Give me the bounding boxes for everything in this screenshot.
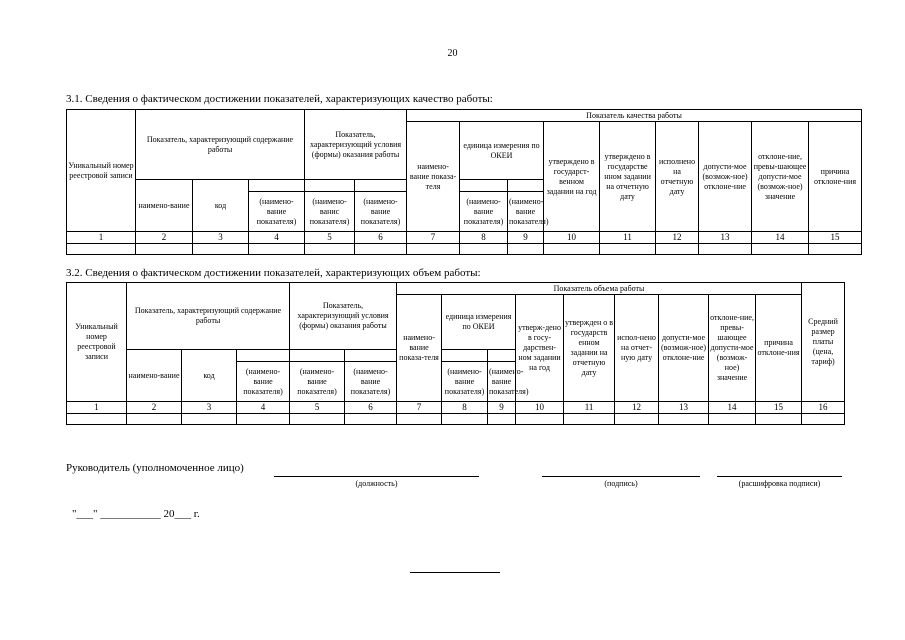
col-number: 11 [600, 232, 656, 244]
position-caption: (должность) [355, 479, 398, 488]
group-conditions-header: Показатель, характеризующий условия (формы) оказания работы [290, 283, 397, 350]
col-deviation-reason: причина отклоне-ния [809, 122, 862, 232]
section-3-1-heading: 3.1. Сведения о фактическом достижении показателей, характеризующих качество работы: [66, 93, 493, 105]
col-number: 13 [699, 232, 752, 244]
col-number: 2 [127, 402, 182, 414]
col-unit-code: код [193, 180, 249, 232]
col-number: 5 [290, 402, 345, 414]
section-3-2-heading: 3.2. Сведения о фактическом достижении показателей, характеризующих объем работы: [66, 267, 481, 279]
col-number: 8 [460, 232, 508, 244]
volume-indicators-table [66, 282, 845, 425]
sub-name-4: (наимено-вание показателя) [460, 192, 508, 232]
date-field: "___" ___________ 20___ г. [72, 508, 200, 520]
col-number: 12 [656, 232, 699, 244]
footer-divider [410, 572, 500, 573]
col-allowed-deviation: допусти-мое (возмож-ное) отклоне-ние [659, 295, 709, 402]
decode-caption: (расшифровка подписи) [738, 479, 821, 488]
sub-name-2: (наимено-ванис показателя) [305, 192, 355, 232]
group-content-header: Показатель, характеризующий содержание работы [127, 283, 290, 350]
col-number: 11 [564, 402, 615, 414]
col-average-fee: Средний размер платы (цена, тариф) [802, 283, 845, 402]
col-number: 1 [67, 232, 136, 244]
decode-line [717, 476, 842, 477]
sub-name-4: (наимено-вание показателя) [442, 362, 488, 402]
col-executed: испол-нено на отчет-ную дату [615, 295, 659, 402]
col-number: 4 [237, 402, 290, 414]
col-exceeding-deviation: отклоне-ние, превы-шающее допусти-мое (возмож-ное) значение [752, 122, 809, 232]
sub-name-2: (наимено-вание показателя) [290, 362, 345, 402]
table-row [67, 414, 845, 425]
col-exceeding-deviation: отклоне-ние, превы-шающее допусти-мое (возмож-ное) значение [709, 295, 756, 402]
col-unit-name: наимено-вание [127, 350, 182, 402]
col-unit-okei: единица измерения по ОКЕИ [442, 295, 516, 350]
col-number: 12 [615, 402, 659, 414]
col-indicator-name: наимено-вание показа-теля [397, 295, 442, 402]
col-number: 2 [136, 232, 193, 244]
col-approved-year: утверждено в государст-венном задании на год [544, 122, 600, 232]
col-number: 9 [488, 402, 516, 414]
col-number: 13 [659, 402, 709, 414]
group-conditions-header: Показатель, характеризующий условия (формы) оказания работы [305, 110, 407, 180]
col-unique-number: Уникальный номер реестровой записи [67, 110, 136, 232]
col-deviation-reason: причина отклоне-ния [756, 295, 802, 402]
page-number: 20 [447, 48, 458, 59]
sub-name-5: (наимено-вание показателя) [508, 192, 544, 232]
col-number: 5 [305, 232, 355, 244]
col-number: 14 [709, 402, 756, 414]
col-approved-date: утверждено в государстве нном задании на отчетную дату [600, 122, 656, 232]
sub-name-1: (наимено-вание показателя) [249, 192, 305, 232]
col-number: 4 [249, 232, 305, 244]
group-quality-header: Показатель качества работы [407, 110, 862, 122]
col-approved-year: утверж-дено в госу-дарствен-ном задании на год [516, 295, 564, 402]
col-number: 7 [397, 402, 442, 414]
col-number: 7 [407, 232, 460, 244]
col-number: 6 [345, 402, 397, 414]
signature-caption: (подпись) [604, 479, 638, 488]
col-number: 10 [516, 402, 564, 414]
col-executed: исполнено на отчетную дату [656, 122, 699, 232]
col-number: 3 [182, 402, 237, 414]
col-unique-number: Уникальный номер реестровой записи [67, 283, 127, 402]
col-number: 14 [752, 232, 809, 244]
signature-line [542, 476, 700, 477]
table-row [67, 244, 862, 255]
position-line [274, 476, 479, 477]
col-number: 8 [442, 402, 488, 414]
col-number: 15 [809, 232, 862, 244]
col-approved-date: утвержден о в государств енном задании на отчетную дату [564, 295, 615, 402]
col-number: 3 [193, 232, 249, 244]
col-number: 16 [802, 402, 845, 414]
col-unit-code: код [182, 350, 237, 402]
col-indicator-name: наимено-вание показа-теля [407, 122, 460, 232]
sub-name-3: (наимено-вание показателя) [355, 192, 407, 232]
col-number: 15 [756, 402, 802, 414]
signature-label: Руководитель (уполномоченное лицо) [66, 462, 244, 474]
col-number: 9 [508, 232, 544, 244]
sub-name-3: (наимено-вание показателя) [345, 362, 397, 402]
col-allowed-deviation: допусти-мое (возмож-ное) отклоне-ние [699, 122, 752, 232]
quality-indicators-table [66, 109, 862, 255]
col-number: 6 [355, 232, 407, 244]
col-number: 1 [67, 402, 127, 414]
group-content-header: Показатель, характеризующий содержание работы [136, 110, 305, 180]
sub-name-5: (наимено-вание показателя) [488, 362, 516, 402]
sub-name-1: (наимено-вание показателя) [237, 362, 290, 402]
col-number: 10 [544, 232, 600, 244]
col-unit-name: наимено-вание [136, 180, 193, 232]
col-unit-okei: единица измерения по ОКЕИ [460, 122, 544, 180]
group-volume-header: Показатель объема работы [397, 283, 802, 295]
